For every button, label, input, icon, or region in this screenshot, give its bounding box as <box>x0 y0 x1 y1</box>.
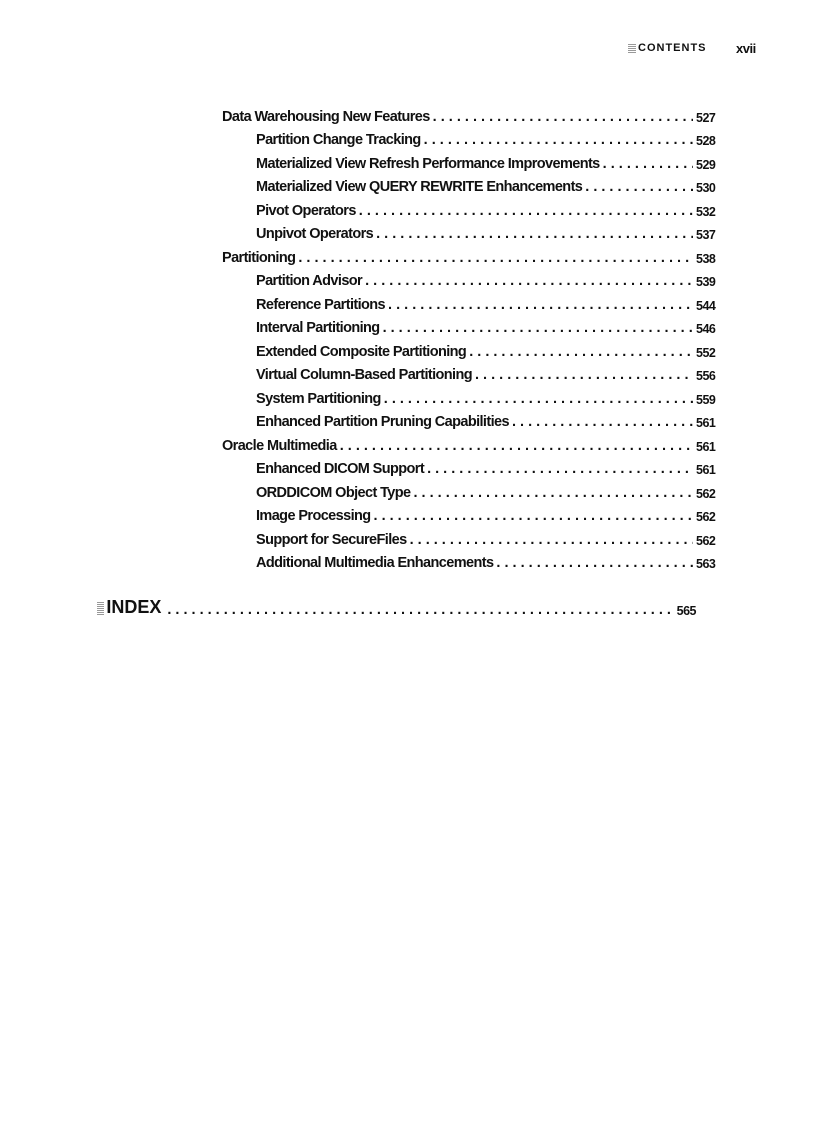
running-head-section <box>628 42 707 54</box>
toc-subsection-entry[interactable] <box>0 266 816 290</box>
toc-entry-page-number: 544 <box>696 298 716 313</box>
toc-entry-title: Partition Change Tracking <box>256 132 421 148</box>
toc-entry-page-number: 530 <box>696 181 716 195</box>
toc-entry-page-number: 562 <box>696 486 716 501</box>
toc-entry-title: Support for SecureFiles <box>256 531 407 548</box>
dot-leader <box>298 250 693 266</box>
toc-entry-title: Oracle Multimedia <box>222 437 337 454</box>
toc-entry-page-number: 529 <box>696 157 716 172</box>
toc-entry-title: Virtual Column-Based Partitioning <box>256 367 472 383</box>
dot-leader <box>585 179 693 195</box>
dot-leader <box>603 156 693 172</box>
dot-leader <box>410 532 693 548</box>
dot-leader <box>512 414 693 430</box>
toc-subsection-entry[interactable] <box>0 195 816 219</box>
dot-leader <box>376 226 693 242</box>
toc-entry-title: Enhanced Partition Pruning Capabilities <box>256 414 509 430</box>
toc-subsection-entry[interactable] <box>0 477 816 501</box>
toc-entry-title: Unpivot Operators <box>256 226 374 242</box>
toc-entry-title: Partition Advisor <box>256 273 363 289</box>
toc-entry-title: Pivot Operators <box>256 202 356 219</box>
dot-leader <box>374 508 693 524</box>
chapter-marker-icon <box>97 601 104 615</box>
dot-leader <box>427 461 693 477</box>
section-marker-icon <box>628 44 636 53</box>
toc-entry-title: Extended Composite Partitioning <box>256 343 467 360</box>
dot-leader <box>496 555 693 571</box>
toc-entry-title: ORDDICOM Object Type <box>256 484 411 501</box>
toc-subsection-entry[interactable] <box>0 289 816 313</box>
toc-entry-title: Partitioning <box>222 249 296 266</box>
toc-subsection-entry[interactable] <box>0 548 816 572</box>
toc-entry-title: Enhanced DICOM Support <box>256 461 425 477</box>
toc-entry-page-number: 561 <box>696 463 716 477</box>
toc-entry-page-number: 528 <box>696 134 716 148</box>
toc-entry-page-number: 527 <box>696 110 716 125</box>
dot-leader <box>388 297 693 313</box>
running-head-section-label: CONTENTS <box>638 42 707 54</box>
toc-subsection-entry[interactable] <box>0 407 816 431</box>
page-folio: xvii <box>736 41 756 56</box>
toc-entry-title: Materialized View Refresh Performance Improvements <box>256 155 600 172</box>
toc-subsection-entry[interactable] <box>0 524 816 548</box>
dot-leader <box>384 391 693 407</box>
index-entry[interactable] <box>97 596 696 618</box>
toc-entry-page-number: 562 <box>696 533 716 548</box>
dot-leader <box>167 602 673 618</box>
toc-entry-title: System Partitioning <box>256 390 381 407</box>
toc-section-entry[interactable] <box>0 101 816 125</box>
toc-entry-title: Data Warehousing New Features <box>222 108 430 125</box>
toc-entry-page-number: 546 <box>696 322 716 336</box>
dot-leader <box>365 273 693 289</box>
toc-entry-page-number: 537 <box>696 228 716 242</box>
toc-entry-page-number: 559 <box>696 392 716 407</box>
toc-subsection-entry[interactable] <box>0 125 816 149</box>
toc-entry-title: Image Processing <box>256 508 371 524</box>
toc-entry-page-number: 532 <box>696 204 716 219</box>
dot-leader <box>469 344 693 360</box>
toc-entry-page-number: 561 <box>696 416 716 430</box>
dot-leader <box>475 367 693 383</box>
index-entry-page-number: 565 <box>676 604 696 618</box>
toc-entry-page-number: 538 <box>696 251 716 266</box>
table-of-contents <box>0 101 816 571</box>
toc-subsection-entry[interactable] <box>0 501 816 525</box>
toc-entry-page-number: 539 <box>696 275 716 289</box>
toc-subsection-entry[interactable] <box>0 313 816 337</box>
running-head <box>0 42 816 58</box>
toc-entry-title: Additional Multimedia Enhancements <box>256 555 494 571</box>
toc-entry-title: Materialized View QUERY REWRITE Enhancements <box>256 179 583 195</box>
toc-entry-title: Interval Partitioning <box>256 320 380 336</box>
toc-subsection-entry[interactable] <box>0 172 816 196</box>
toc-entry-page-number: 561 <box>696 439 716 454</box>
toc-section-entry[interactable] <box>0 242 816 266</box>
toc-subsection-entry[interactable] <box>0 454 816 478</box>
toc-subsection-entry[interactable] <box>0 336 816 360</box>
dot-leader <box>340 438 693 454</box>
toc-subsection-entry[interactable] <box>0 383 816 407</box>
dot-leader <box>383 320 693 336</box>
toc-subsection-entry[interactable] <box>0 148 816 172</box>
toc-entry-page-number: 563 <box>696 557 716 571</box>
index-entry-title: INDEX <box>106 597 162 617</box>
toc-entry-page-number: 562 <box>696 510 716 524</box>
dot-leader <box>424 132 693 148</box>
toc-entry-title: Reference Partitions <box>256 296 386 313</box>
toc-entry-page-number: 552 <box>696 345 716 360</box>
toc-subsection-entry[interactable] <box>0 219 816 243</box>
toc-entry-page-number: 556 <box>696 369 716 383</box>
toc-subsection-entry[interactable] <box>0 360 816 384</box>
dot-leader <box>414 485 694 501</box>
dot-leader <box>359 203 693 219</box>
toc-section-entry[interactable] <box>0 430 816 454</box>
dot-leader <box>433 109 693 125</box>
